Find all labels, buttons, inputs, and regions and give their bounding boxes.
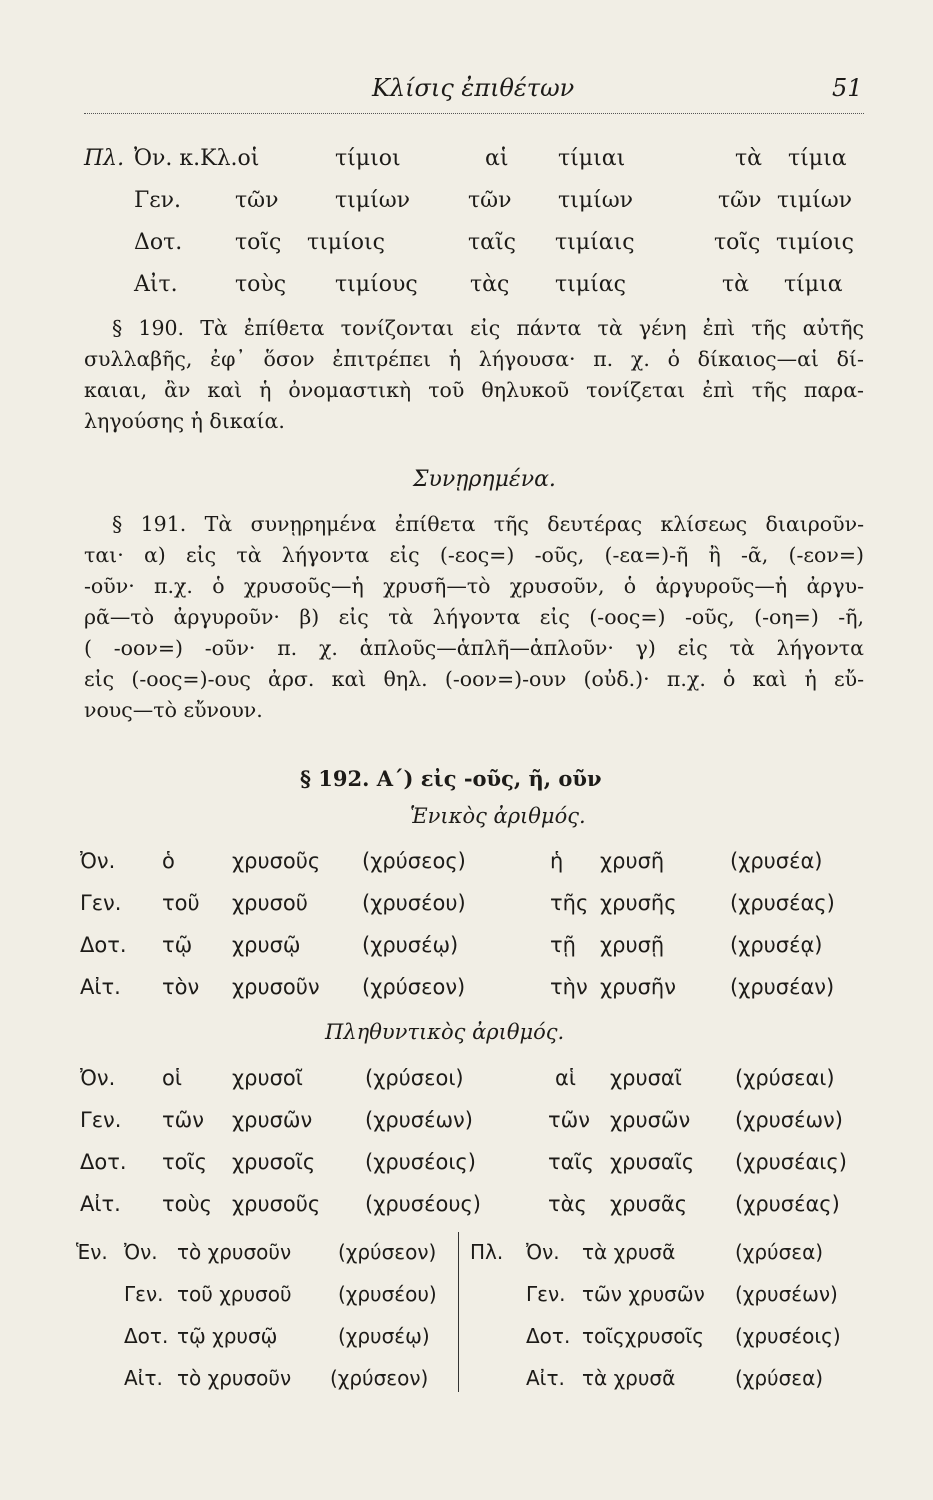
table-cell: (χρύσεοι) — [365, 1066, 464, 1090]
table-cell: χρυσοῖ — [232, 1066, 303, 1090]
paragraph-line: § 190. Τὰ ἐπίθετα τονίζονται εἰς πάντα τὰ γένη ἐπὶ τῆς αὐτῆς — [112, 316, 864, 340]
paragraph-line: ρᾶ—τὸ ἀργυροῦν· β) εἰς τὰ λήγοντα εἰς (-οος=) -οῦς, (-οη=) -ῆ, — [84, 605, 864, 629]
table-cell: τιμίαις — [555, 230, 635, 255]
table-cell: τιμίων — [558, 188, 634, 213]
table-cell: χρυσοῖς — [232, 1150, 316, 1174]
table-cell: τὸ χρυσοῦν — [177, 1240, 292, 1264]
paragraph-line: ( -οον=) -οῦν· π. χ. ἁπλοῦς—ἁπλῆ—ἁπλοῦν· γ) εἰς τὰ λήγοντα — [84, 636, 864, 660]
table-cell: (χρύσεα) — [735, 1240, 824, 1264]
table-cell: τίμιοι — [335, 146, 401, 171]
table-cell: (χρύσεον) — [330, 1366, 429, 1390]
table-cell: (χρυσέῳ) — [338, 1324, 430, 1348]
table-cell: χρυσοῦς — [232, 1192, 321, 1216]
table-cell: τὸν — [162, 975, 200, 999]
table-cell: ἡ — [550, 849, 564, 873]
case-label: Αἰτ. — [526, 1366, 565, 1390]
table-cell: τῷ — [162, 933, 193, 957]
table-cell: τῶν — [718, 188, 762, 213]
table-cell: (χρυσέοις) — [735, 1324, 841, 1348]
table-cell: οἱ — [162, 1066, 182, 1090]
table-cell: χρυσῆ — [600, 849, 665, 873]
table-cell: (χρυσέων) — [365, 1108, 473, 1132]
table-cell: (χρυσέαν) — [730, 975, 835, 999]
paragraph-line: καιαι, ἂν καὶ ἡ ὀνομαστικὴ τοῦ θηλυκοῦ τονίζεται ἐπὶ τῆς παρα- — [84, 378, 864, 402]
table-cell: τὰ — [722, 272, 750, 297]
table-cell: χρυσαῖ — [610, 1066, 682, 1090]
table-cell: τοῦ χρυσοῦ — [177, 1282, 292, 1306]
section-heading: § 192. Α΄) εἰς -οῦς, ῆ, οῦν — [300, 766, 602, 791]
table-cell: (χρύσεον) — [362, 975, 466, 999]
table-cell: (χρυσέας) — [735, 1192, 840, 1216]
case-label: Γεν. — [80, 891, 122, 915]
page-number: 51 — [832, 74, 863, 102]
table-cell: τιμίων — [777, 188, 853, 213]
table-cell: (χρυσέους) — [365, 1192, 481, 1216]
table-cell: χρυσῆς — [600, 891, 677, 915]
table-cell: (χρυσέᾳ) — [730, 933, 823, 957]
plural-label: Πληθυντικὸς ἀριθμός. — [325, 1020, 565, 1044]
table-cell: (χρύσεαι) — [735, 1066, 835, 1090]
case-label: Ὀν. — [124, 1240, 158, 1264]
table-cell: τῶν — [468, 188, 512, 213]
subheading: Συνῃρημένα. — [413, 467, 556, 492]
table-cell: τῇ — [550, 933, 576, 957]
paragraph-line: συλλαβῆς, ἐφ᾽ ὅσον ἐπιτρέπει ἡ λήγουσα· π. χ. ὁ δίκαιος—αἱ δί- — [84, 347, 864, 371]
table-cell: τοὺς — [162, 1192, 212, 1216]
table-cell: τῶν — [162, 1108, 204, 1132]
table-cell: τὰ χρυσᾶ — [582, 1366, 676, 1390]
case-label: Γεν. — [134, 188, 182, 213]
table-cell: (χρύσεα) — [735, 1366, 824, 1390]
table-cell: τῆς — [550, 891, 589, 915]
table-cell: τοῖς — [714, 230, 761, 255]
running-title: Κλίσις ἐπιθέτων — [372, 74, 575, 102]
table-cell: τιμίοις — [776, 230, 854, 255]
case-label: Γεν. — [526, 1282, 566, 1306]
number-label: Ἑν. — [76, 1240, 108, 1264]
table-cell: τοὺς — [235, 272, 287, 297]
case-label: Αἰτ. — [80, 1192, 121, 1216]
table-cell: τίμια — [784, 272, 843, 297]
table-cell: τῶν — [548, 1108, 590, 1132]
paragraph-line: εἰς (-οος=)-ους ἀρσ. καὶ θηλ. (-οον=)-ουν (οὐδ.)· π.χ. ὁ καὶ ἡ εὔ- — [84, 667, 864, 691]
case-label: Ὀν. — [80, 849, 116, 873]
table-cell: χρυσῆν — [600, 975, 676, 999]
table-cell: (χρυσέου) — [362, 891, 466, 915]
table-cell: ταῖς — [548, 1150, 594, 1174]
case-label: Αἰτ. — [80, 975, 121, 999]
case-label: Δοτ. — [80, 1150, 127, 1174]
table-cell: (χρυσέα) — [730, 849, 823, 873]
case-label: Δοτ. — [134, 230, 183, 255]
table-cell: τὰς — [548, 1192, 587, 1216]
table-cell: (χρύσεον) — [338, 1240, 437, 1264]
table-cell: (χρυσέοις) — [365, 1150, 476, 1174]
column-divider — [458, 1232, 459, 1392]
table-cell: (χρύσεος) — [362, 849, 466, 873]
table-cell: τῷ χρυσῷ — [177, 1324, 278, 1348]
table-cell: τιμίας — [555, 272, 626, 297]
table-cell: τοῖςχρυσοῖς — [582, 1324, 705, 1348]
number-label: Πλ. — [470, 1240, 504, 1264]
case-label: Αἰτ. — [134, 272, 178, 297]
table-cell: (χρυσέῳ) — [362, 933, 459, 957]
case-label: Δοτ. — [80, 933, 127, 957]
table-cell: τιμίοις — [307, 230, 385, 255]
table-cell: χρυσοῦ — [232, 891, 308, 915]
table-cell: τὴν — [550, 975, 588, 999]
paragraph-191 — [84, 509, 864, 726]
table-cell: Ὀν. κ.Κλ.οἱ — [134, 146, 260, 171]
paragraph-line: -οῦν· π.χ. ὁ χρυσοῦς—ἡ χρυσῆ—τὸ χρυσοῦν, ὁ ἀργυροῦς—ἡ ἀργυ- — [84, 574, 864, 598]
table-cell: (χρυσέων) — [735, 1108, 843, 1132]
table-cell: τὸ χρυσοῦν — [177, 1366, 292, 1390]
table-cell: χρυσᾶς — [610, 1192, 688, 1216]
table-cell: ὁ — [162, 849, 175, 873]
table-cell: (χρυσέων) — [735, 1282, 838, 1306]
table-cell: τὰς — [470, 272, 510, 297]
table-cell: χρυσῶν — [232, 1108, 313, 1132]
header-rule — [84, 113, 864, 114]
table-cell: τὰ — [735, 146, 763, 171]
table-cell: αἱ — [485, 146, 509, 171]
table-cell: τοῖς — [235, 230, 282, 255]
table-cell: χρυσοῦς — [232, 849, 321, 873]
case-label: Δοτ. — [526, 1324, 571, 1348]
table-cell: αἱ — [555, 1066, 576, 1090]
case-label: Αἰτ. — [124, 1366, 163, 1390]
case-label: Πλ. — [84, 146, 125, 171]
case-label: Δοτ. — [124, 1324, 169, 1348]
table-cell: χρυσῇ — [600, 933, 665, 957]
table-cell: τιμίων — [335, 188, 411, 213]
table-cell: χρυσῷ — [232, 933, 301, 957]
paragraph-line: § 191. Τὰ συνῃρημένα ἐπίθετα τῆς δευτέρας κλίσεως διαιροῦν- — [112, 512, 864, 536]
case-label: Ὀν. — [80, 1066, 116, 1090]
table-cell: (χρυσέαις) — [735, 1150, 847, 1174]
table-cell: τοῖς — [162, 1150, 207, 1174]
case-label: Γεν. — [124, 1282, 164, 1306]
case-label: Γεν. — [80, 1108, 122, 1132]
table-cell: τῶν — [235, 188, 279, 213]
paragraph-line: νους—τὸ εὔνουν. — [84, 698, 263, 722]
table-cell: τιμίους — [335, 272, 418, 297]
singular-label: Ἑνικὸς ἀριθμός. — [410, 804, 586, 828]
paragraph-190 — [84, 313, 864, 437]
table-cell: τίμια — [788, 146, 847, 171]
case-label: Ὀν. — [526, 1240, 560, 1264]
paragraph-line: ληγούσης ἡ δικαία. — [84, 409, 285, 433]
table-cell: (χρυσέου) — [338, 1282, 437, 1306]
table-cell: χρυσῶν — [610, 1108, 691, 1132]
table-cell: χρυσοῦν — [232, 975, 320, 999]
table-cell: τῶν χρυσῶν — [582, 1282, 705, 1306]
table-cell: τὰ χρυσᾶ — [582, 1240, 676, 1264]
table-cell: τίμιαι — [558, 146, 626, 171]
table-cell: χρυσαῖς — [610, 1150, 695, 1174]
paragraph-line: ται· α) εἰς τὰ λήγοντα εἰς (-εος=) -οῦς, (-εα=)-ῆ ἢ -ᾶ, (-εον=) — [84, 543, 864, 567]
table-cell: (χρυσέας) — [730, 891, 835, 915]
table-cell: τοῦ — [162, 891, 200, 915]
table-cell: ταῖς — [468, 230, 516, 255]
